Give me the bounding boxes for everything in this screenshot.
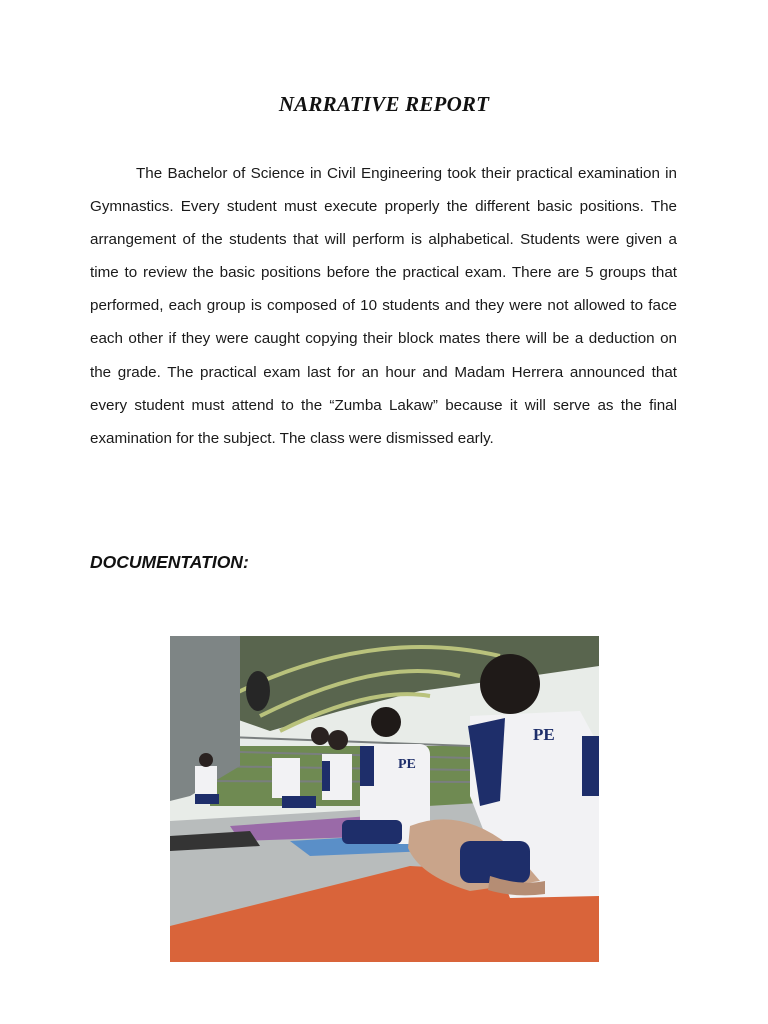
documentation-heading: DOCUMENTATION: — [90, 552, 249, 572]
photo-jersey-text-center: PE — [398, 757, 416, 772]
photo-student-right-edge — [582, 736, 599, 796]
report-paragraph: The Bachelor of Science in Civil Engineering took their practical examination in Gymnastics. Every student must execute properly the different basic positions. The arrangement of the students that will perform is alphabetical. Students were given a time to review the basic positions before the practical exam. There are 5 groups that performed, each group is composed of 10 students and they were not allowed to face each other if they were caught copying their block mates there will be a deduction on the grade. The practical exam last for an hour and Madam Herrera announced that every student must attend to the “Zumba Lakaw” because it will serve as the final examination for the subject. The class were dismissed early. — [90, 165, 677, 447]
documentation-photo — [170, 636, 599, 962]
photo-jersey-text-foreground: PE — [533, 725, 555, 744]
report-title: NARRATIVE REPORT — [278, 92, 490, 116]
photo-bag — [246, 671, 270, 711]
